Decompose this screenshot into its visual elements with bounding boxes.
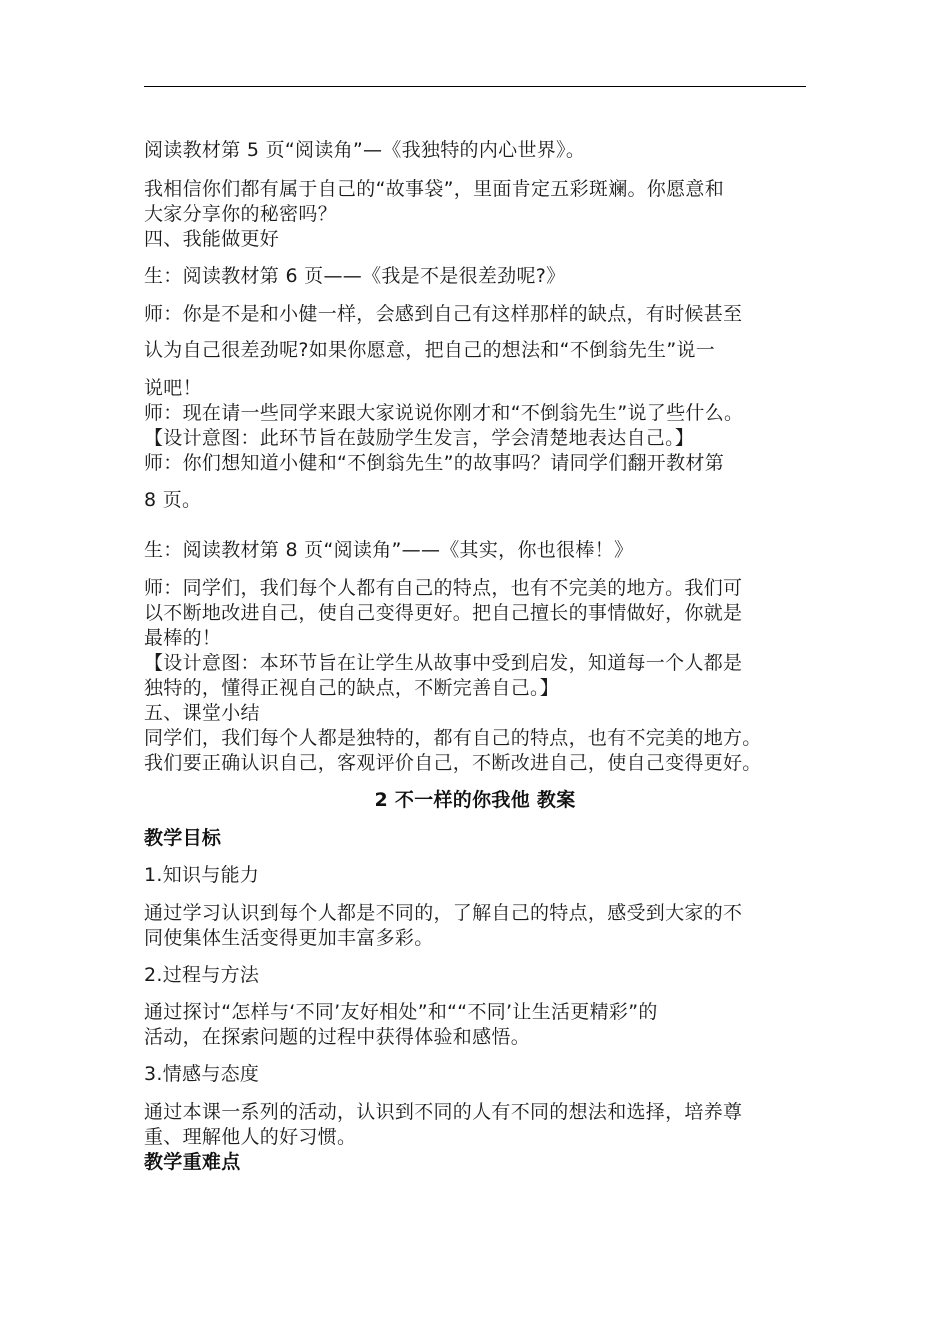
section-heading: 四、我能做更好 xyxy=(144,228,280,250)
paragraph-line: 通过本课一系列的活动，认识到不同的人有不同的想法和选择，培养尊 xyxy=(144,1101,743,1123)
paragraph-line: 阅读教材第 5 页“阅读角”—《我独特的内心世界》。 xyxy=(144,139,586,161)
paragraph-line: 同学们，我们每个人都是独特的，都有自己的特点，也有不完美的地方。 xyxy=(144,727,762,749)
section-heading: 五、课堂小结 xyxy=(144,702,260,724)
design-intent-note: 【设计意图：此环节旨在鼓励学生发言，学会清楚地表达自己。】 xyxy=(144,427,695,449)
paragraph-line: 师：同学们，我们每个人都有自己的特点，也有不完美的地方。我们可 xyxy=(144,577,743,599)
objectives-heading: 教学目标 xyxy=(144,827,222,849)
paragraph-line: 师：你是不是和小健一样，会感到自己有这样那样的缺点，有时候甚至 xyxy=(144,303,743,325)
paragraph-line: 说吧！ xyxy=(144,377,202,399)
subheading-attitude: 3.情感与态度 xyxy=(144,1063,260,1085)
paragraph-line: 大家分享你的秘密吗？ xyxy=(144,203,338,225)
header-rule xyxy=(144,86,806,87)
lesson-title: 2 不一样的你我他 教案 xyxy=(374,789,576,811)
paragraph-line: 同使集体生活变得更加丰富多彩。 xyxy=(144,927,434,949)
paragraph-line: 通过探讨“怎样与‘不同’友好相处”和““不同’让生活更精彩”的 xyxy=(144,1001,658,1023)
paragraph-line: 以不断地改进自己，使自己变得更好。把自己擅长的事情做好，你就是 xyxy=(144,602,743,624)
subheading-knowledge: 1.知识与能力 xyxy=(144,864,260,886)
paragraph-line: 8 页。 xyxy=(144,489,202,511)
paragraph-line: 最棒的！ xyxy=(144,627,222,649)
paragraph-line: 通过学习认识到每个人都是不同的，了解自己的特点，感受到大家的不 xyxy=(144,902,743,924)
paragraph-line: 我们要正确认识自己，客观评价自己，不断改进自己，使自己变得更好。 xyxy=(144,752,762,774)
paragraph-line: 师：你们想知道小健和“不倒翁先生”的故事吗？请同学们翻开教材第 xyxy=(144,452,724,474)
design-intent-note: 【设计意图：本环节旨在让学生从故事中受到启发，知道每一个人都是 xyxy=(144,652,743,674)
paragraph-line: 生：阅读教材第 8 页“阅读角”——《其实，你也很棒！》 xyxy=(144,539,634,561)
paragraph-line: 重、理解他人的好习惯。 xyxy=(144,1126,357,1148)
paragraph-line: 活动，在探索问题的过程中获得体验和感悟。 xyxy=(144,1026,531,1048)
subheading-process: 2.过程与方法 xyxy=(144,964,260,986)
design-intent-note: 独特的，懂得正视自己的缺点，不断完善自己。】 xyxy=(144,677,560,699)
paragraph-line: 我相信你们都有属于自己的“故事袋”，里面肯定五彩斑斓。你愿意和 xyxy=(144,178,724,200)
paragraph-line: 认为自己很差劲呢?如果你愿意，把自己的想法和“不倒翁先生”说一 xyxy=(144,339,716,361)
difficulty-heading: 教学重难点 xyxy=(144,1151,241,1173)
paragraph-line: 生：阅读教材第 6 页——《我是不是很差劲呢?》 xyxy=(144,265,566,287)
paragraph-line: 师：现在请一些同学来跟大家说说你刚才和“不倒翁先生”说了些什么。 xyxy=(144,402,744,424)
